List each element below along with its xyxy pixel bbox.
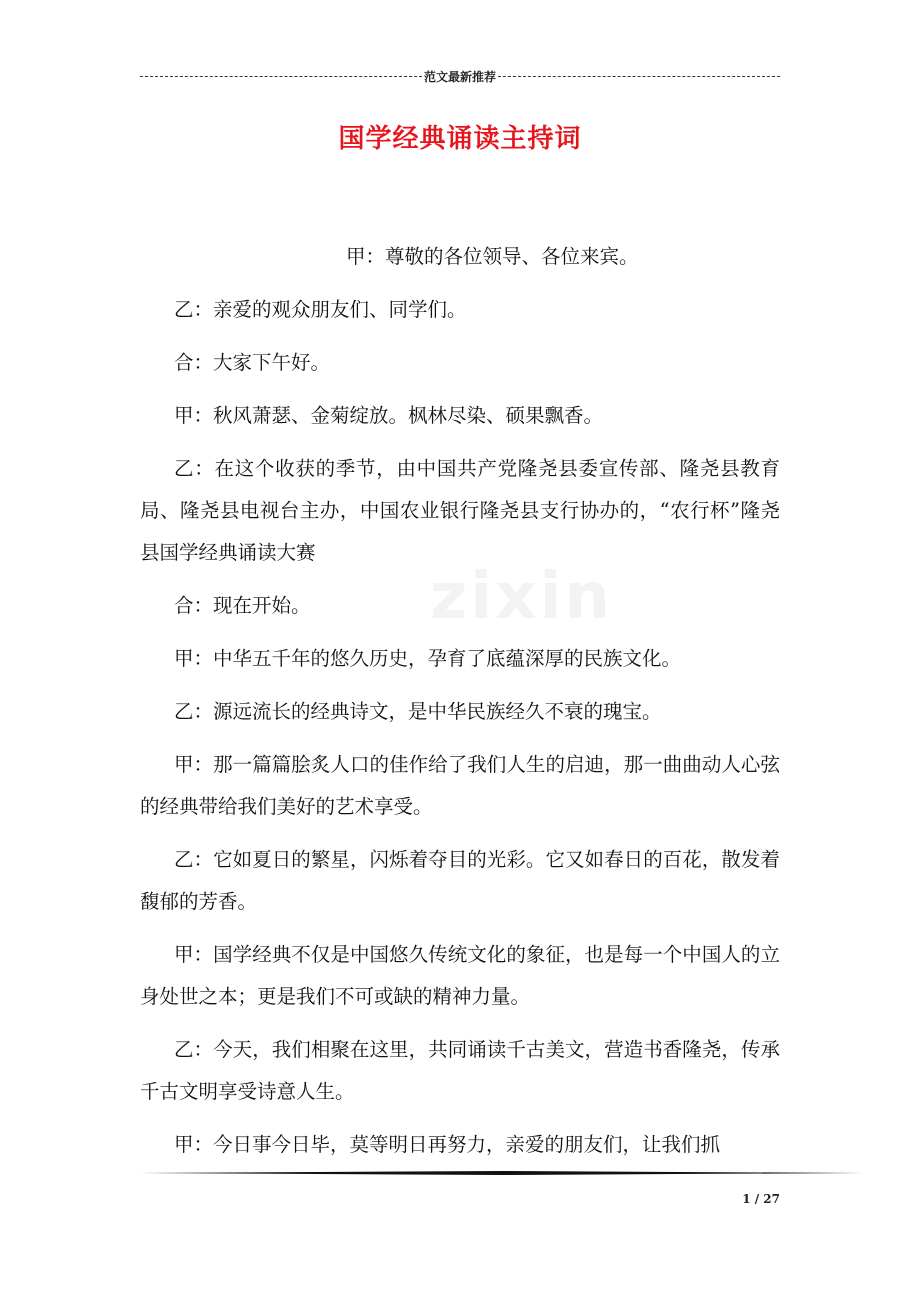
- page-number: 1 / 27: [742, 1192, 780, 1206]
- paragraph: 合：大家下午好。: [174, 351, 331, 374]
- header-dash-left: [140, 76, 422, 77]
- paragraph: 甲：今日事今日毕，莫等明日再努力，亲爱的朋友们，让我们抓: [174, 1133, 721, 1156]
- document-title: 国学经典诵读主持词: [338, 124, 582, 154]
- header-label: 范文最新推荐: [424, 69, 497, 84]
- paragraph: 甲：中华五千年的悠久历史，孕育了底蕴深厚的民族文化。: [174, 647, 682, 670]
- paragraph: 甲：尊敬的各位领导、各位来宾。: [346, 245, 639, 268]
- page-header: [140, 66, 780, 86]
- paragraph: 甲：秋风萧瑟、金菊绽放。枫林尽染、硕果飘香。: [174, 404, 604, 427]
- paragraph: 乙：源远流长的经典诗文，是中华民族经久不衰的瑰宝。: [174, 700, 662, 723]
- paragraph: 合：现在开始。: [174, 594, 311, 617]
- paragraph: 乙：在这个收获的季节，由中国共产党隆尧县委宣传部、隆尧县教育局、隆尧县电视台主办，中国农业银行隆尧县支行协办的，“农行杯”隆尧县国学经典诵读大赛: [140, 457, 780, 564]
- document-body: [140, 236, 780, 1166]
- footer-rule: [140, 1171, 864, 1175]
- header-dash-right: [498, 76, 780, 77]
- paragraph: 乙：今天，我们相聚在这里，共同诵读千古美文，营造书香隆尧，传承千古文明享受诗意人生。: [140, 1038, 780, 1103]
- paragraph: 乙：它如夏日的繁星，闪烁着夺目的光彩。它又如春日的百花，散发着馥郁的芳香。: [140, 848, 780, 913]
- paragraph: 甲：国学经典不仅是中国悠久传统文化的象征，也是每一个中国人的立身处世之本；更是我们不可或缺的精神力量。: [140, 943, 780, 1008]
- paragraph: 乙：亲爱的观众朋友们、同学们。: [174, 298, 467, 321]
- watermark: zixin: [430, 560, 613, 634]
- paragraph: 甲：那一篇篇脍炙人口的佳作给了我们人生的启迪，那一曲曲动人心弦的经典带给我们美好的艺术享受。: [140, 753, 780, 818]
